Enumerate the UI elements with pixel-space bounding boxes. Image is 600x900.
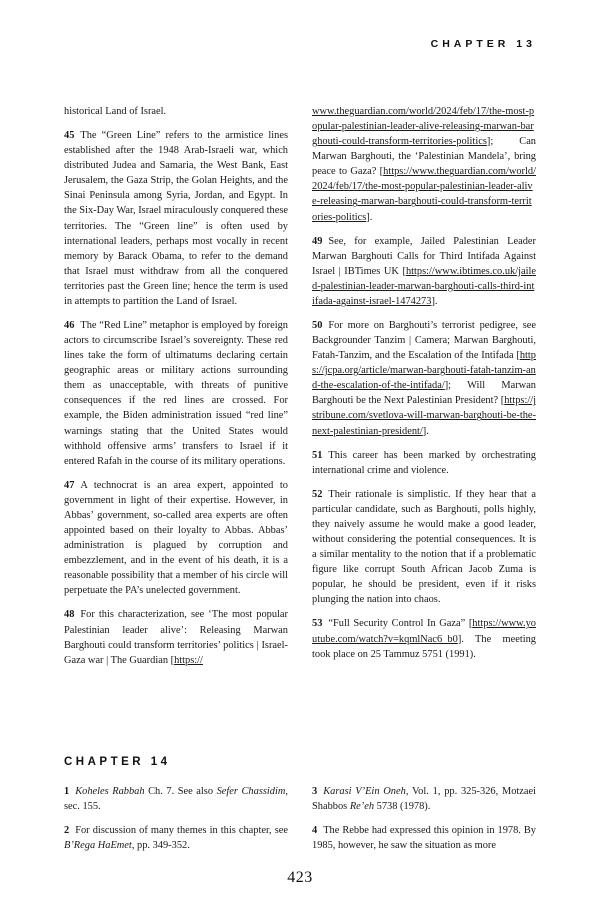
note-number: 1 (64, 786, 70, 797)
endnote (312, 616, 536, 661)
endnote-continuation (312, 104, 536, 225)
endnote (312, 234, 536, 309)
note-text: The “Red Line” metaphor is employed by foreign actors to circumscribe Israel’s sovereignty. These red lines take the form of ultimatums declaring certain geographic areas or military actions surrounding them as unacceptable, with threats of punitive consequences if the red lines are crossed. For example, the Biden administration issued “red line” warnings stating that the United States would withhold offensive arms’ transfers to Israel if it entered Rafah in the course of its military operations. (64, 320, 288, 467)
notes-column-left (64, 104, 288, 677)
note-text: ]; Will Marwan Barghouti be the Next Palestinian President? [ (312, 380, 536, 407)
note-text: The “Green Line” refers to the armistice lines established after the 1948 Arab-Israeli war, which distributed Judea and Samaria, the West Bank, East Jerusalem, the Gaza Strip, the Golan Heights, and the Sinai Peninsula among Syria, Jordan, and Egypt. In the Six-Day War, Israel miraculously conquered these territories. The “Green line” is often used by international leaders, perhaps most vocally in recent memory by Barack Obama, to refer to the demand that Israel must withdraw from all the conquered territories past the Green line; hence the term is used in attempts to partition the Land of Israel. (64, 130, 288, 307)
note-text: For this characterization, see ‘The most popular Palestinian leader alive’: Releasing Marwan Barghouti could transform territories’ politics | Israel-Gaza war | The Guardian [ (64, 609, 288, 666)
note-text: ]. (422, 425, 429, 437)
note-number: 46 (64, 320, 75, 332)
note-text: , pp. 349-352. (131, 840, 190, 852)
note-text: A technocrat is an area expert, appointed to government in light of their expertise. However, in Abbas’ government, so-called area experts are often appointed based on their loyalty to Abbas. Abbas’ administration is plagued by corruption and embezzlement, and in the event of his death, it is a reasonable possibility that a member of his circle will perpetuate the PA’s unelected government. (64, 479, 288, 597)
note-text: For discussion of many themes in this chapter, see (75, 825, 288, 837)
note-number: 48 (64, 609, 75, 621)
endnote (64, 784, 288, 814)
note-text: For more on Barghouti’s terrorist pedigree, see Backgrounder Tanzim | Camera; Marwan Barghouti, Fatah-Tanzim, and the Escalation of the Intifada [ (312, 320, 536, 362)
endnote (64, 607, 288, 667)
hyperlink[interactable]: https://jcpa.org/article/marwan-barghouti-fatah-tanzim-and-the-escalation-of-the-intifada/ (312, 350, 536, 392)
hyperlink[interactable]: www.theguardian.com/world/2024/feb/17/the-most-popular-palestinian-leader-alive-releasing-marwan-barghouti-could-transform-territories-politics (312, 106, 535, 148)
hyperlink[interactable]: https:// (174, 654, 203, 666)
endnote (312, 487, 536, 608)
book-title: Karasi V’Ein Oneh (323, 786, 406, 797)
endnote-continuation (64, 104, 288, 119)
endnote (312, 448, 536, 478)
endnote (312, 784, 536, 814)
note-text: 5738 (1978). (374, 801, 431, 813)
chapter-14-heading: CHAPTER 14 (64, 756, 171, 768)
note-number: 50 (312, 320, 323, 332)
book-title: Re’eh (349, 801, 375, 813)
endnote (312, 318, 536, 439)
note-number: 3 (312, 786, 318, 797)
note-text: ]. The meeting took place on 25 Tammuz 5751 (1991). (312, 633, 536, 660)
endnote (64, 478, 288, 599)
note-text: Their rationale is simplistic. If they hear that a particular candidate, such as Barghouti, polls highly, they naively assume he would make a good leader, without considering the potential consequences. It is a similar mentality to the notion that if a problematic figure like corrupt South African Jacob Zuma is popular, he should be president, even if it risks plunging the nation into chaos. (312, 488, 536, 606)
note-text: The Rebbe had expressed this opinion in 1978. By 1985, however, he saw the situation as more (312, 825, 536, 852)
note-number: 45 (64, 130, 75, 142)
hyperlink[interactable]: https://www.ibtimes.co.uk/jailed-palestinian-leader-marwan-barghouti-calls-third-intifada-against-israel-1474273 (312, 265, 536, 307)
note-text: See, for example, Jailed Palestinian Leader Marwan Barghouti Calls for Third Intifada Against Israel | IBTimes UK [ (312, 235, 536, 277)
note-text: , Vol. 1, pp. 325-326, Motzaei Shabbos (312, 786, 537, 813)
note-number: 4 (312, 825, 318, 837)
book-title: Koheles Rabbah (75, 786, 145, 797)
hyperlink[interactable]: https://jstribune.com/svetlova-will-marwan-barghouti-be-the-next-palestinian-president/ (312, 395, 537, 437)
book-title: B’Rega HaEmet (64, 840, 132, 852)
page-number: 423 (287, 869, 313, 886)
book-title: Sefer Chassidim (216, 786, 286, 797)
note-number: 53 (312, 618, 323, 630)
note-number: 49 (312, 235, 323, 247)
endnote (64, 823, 288, 853)
endnote (64, 318, 288, 469)
chapter-14-endnotes (64, 784, 536, 862)
note-text: , sec. 155. (64, 786, 288, 813)
note-number: 52 (312, 488, 323, 500)
notes-column-right (312, 104, 536, 671)
hyperlink[interactable]: https://www.youtube.com/watch?v=kqmlNac6_b0 (312, 618, 536, 645)
note-number: 47 (64, 479, 75, 491)
notes-column-left (64, 784, 288, 862)
notes-column-right (312, 784, 536, 862)
note-text: “Full Security Control In Gaza” [ (328, 618, 473, 630)
note-text: historical Land of Israel. (64, 106, 167, 117)
chapter-13-endnotes (64, 104, 536, 744)
note-text: ]. (431, 295, 438, 307)
note-number: 2 (64, 825, 70, 837)
note-text: ]. (366, 211, 373, 223)
endnote (64, 128, 288, 309)
hyperlink[interactable]: https://www.theguardian.com/world/2024/feb/17/the-most-popular-palestinian-leader-alive-releasing-marwan-barghouti-could-transform-territories-politics (312, 166, 536, 223)
note-text: ]; Can Marwan Barghouti, the ‘Palestinian Mandela’, bring peace to Gaza? [ (312, 136, 536, 178)
note-text: Ch. 7. See also (144, 786, 217, 797)
note-number: 51 (312, 449, 323, 461)
running-head-chapter-13: CHAPTER 13 (430, 38, 536, 50)
note-text: This career has been marked by orchestrating international crime and violence. (312, 449, 536, 476)
endnote (312, 823, 536, 853)
